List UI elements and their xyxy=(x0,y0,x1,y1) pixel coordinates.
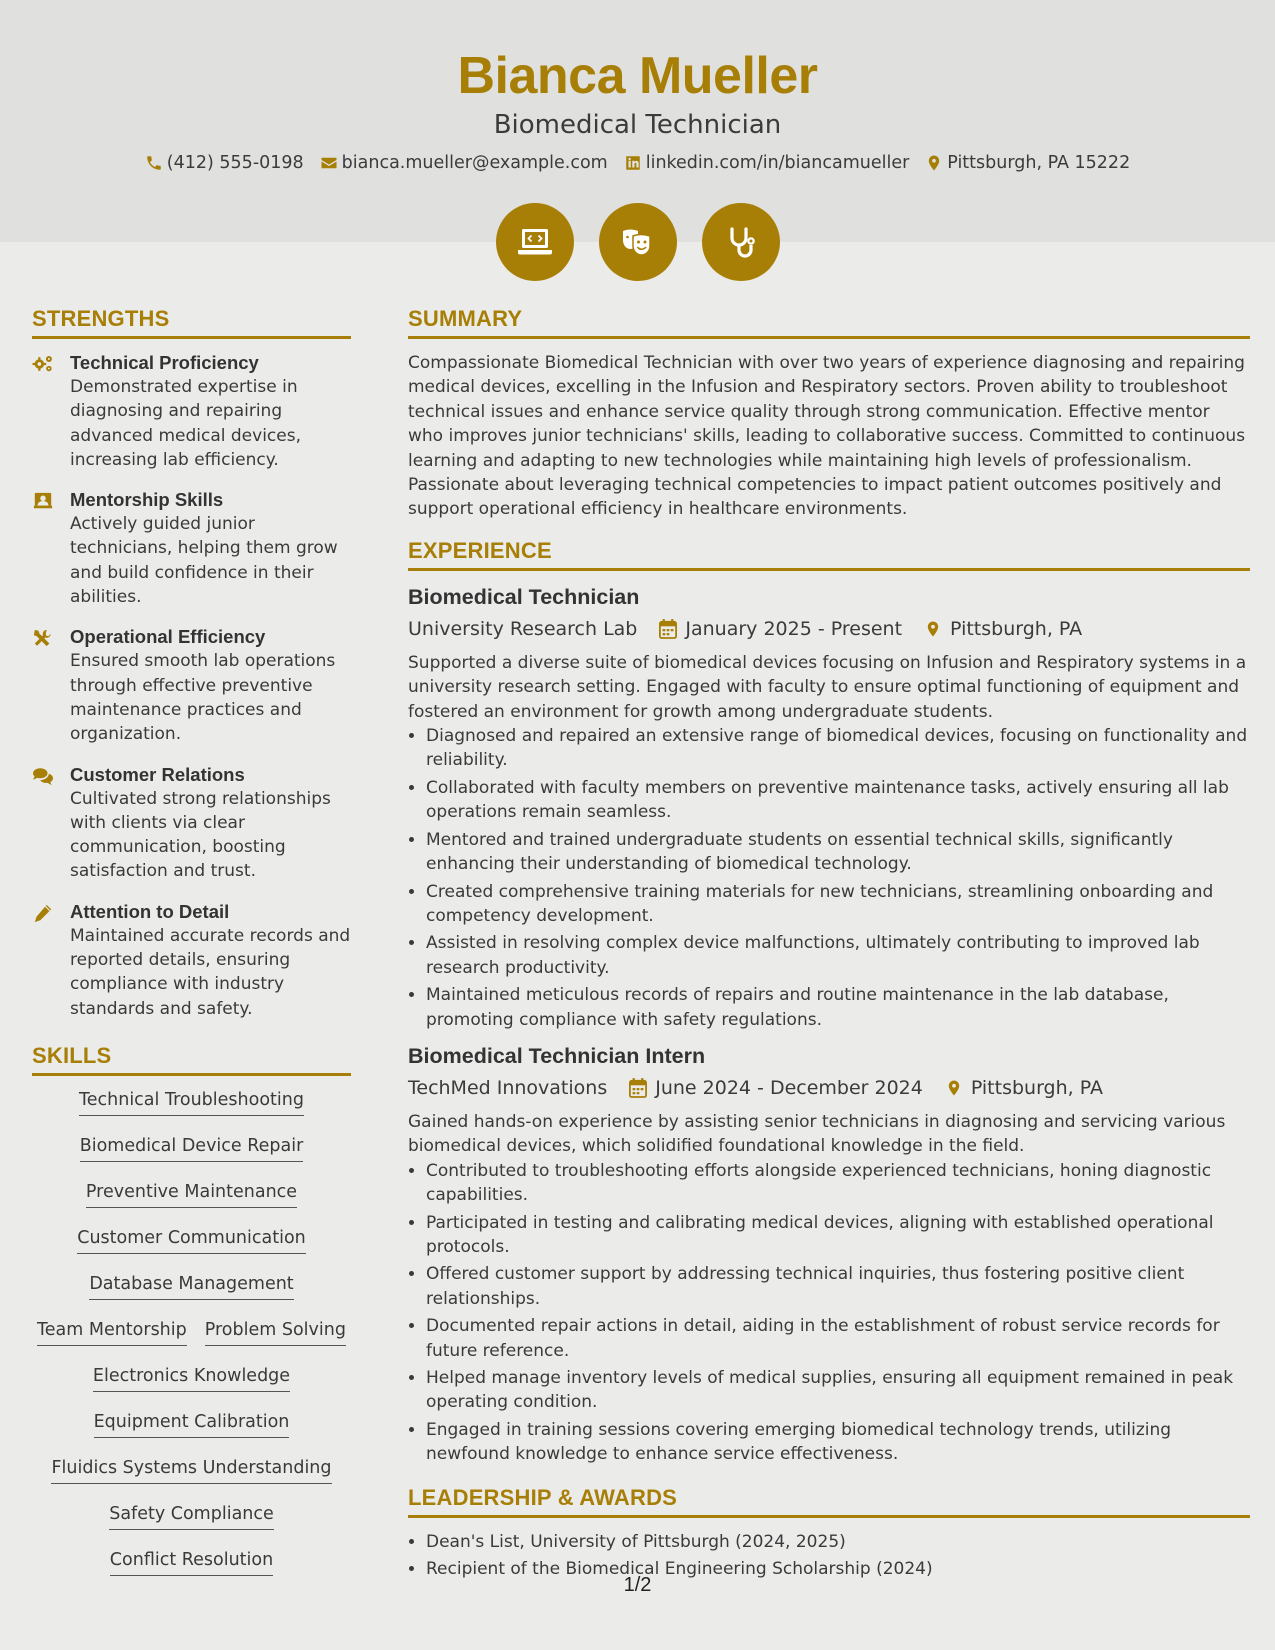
strength-desc: Ensured smooth lab operations through effective preventive maintenance practices and organization. xyxy=(70,651,336,745)
summary-heading: SUMMARY xyxy=(408,306,1250,339)
pencil-icon xyxy=(32,903,54,923)
job-meta xyxy=(408,615,1250,643)
skill-item: Customer Communication xyxy=(77,1226,306,1254)
job-entry xyxy=(408,1042,1250,1467)
stethoscope-badge xyxy=(702,203,780,281)
gears-icon xyxy=(32,354,54,374)
calendar-icon xyxy=(659,619,677,639)
list-item: • Assisted in resolving complex device malfunctions, ultimately contributing to improved lab research productivity. xyxy=(426,931,1250,980)
skill-item: Team Mentorship xyxy=(37,1318,187,1346)
strength-desc: Demonstrated expertise in diagnosing and repairing advanced medical devices, increasing lab efficiency. xyxy=(70,377,301,470)
strength-desc: Cultivated strong relationships with clients via clear communication, boosting satisfaction and trust. xyxy=(70,788,331,882)
skill-item: Technical Troubleshooting xyxy=(79,1088,304,1116)
skill-item: Database Management xyxy=(89,1272,293,1300)
list-item: • Offered customer support by addressing technical inquiries, thus fostering positive client relationships. xyxy=(426,1262,1250,1311)
tools-icon xyxy=(32,628,54,648)
list-item: • Maintained meticulous records of repairs and routine maintenance in the lab database, promoting compliance with safety regulations. xyxy=(426,983,1250,1032)
list-item: • Diagnosed and repaired an extensive range of biomedical devices, focusing on functionality and reliability. xyxy=(426,724,1250,773)
badge-row xyxy=(0,203,1275,281)
map-pin-icon xyxy=(924,619,942,639)
laptop-code-icon xyxy=(515,222,555,262)
job-dates: January 2025 - Present xyxy=(685,617,903,640)
skills-list xyxy=(32,1088,351,1576)
contact-email[interactable] xyxy=(320,153,608,173)
skills-heading: SKILLS xyxy=(32,1043,351,1076)
job-desc: Supported a diverse suite of biomedical devices focusing on Infusion and Respiratory systems in a university research setting. Engaged with faculty to ensure optimal functioning of equipment and fostered an environment for growth among undergraduate students. xyxy=(408,652,1247,722)
skill-item: Safety Compliance xyxy=(109,1502,274,1530)
strength-desc: Maintained accurate records and reported details, ensuring compliance with industry standards and safety. xyxy=(70,925,351,1019)
right-column xyxy=(408,306,1250,1584)
job-company: TechMed Innovations xyxy=(408,1076,608,1099)
list-item: • Contributed to troubleshooting efforts alongside experienced technicians, honing diagnostic capabilities. xyxy=(426,1159,1250,1208)
laptop-code-badge xyxy=(496,203,574,281)
list-item: • Collaborated with faculty members on preventive maintenance tasks, actively ensuring all lab operations remain seamless. xyxy=(426,776,1250,825)
email-text: bianca.mueller@example.com xyxy=(341,153,608,173)
job-desc: Gained hands-on experience by assisting senior technicians in diagnosing and servicing various biomedical devices, which solidified foundational knowledge in the field. xyxy=(408,1111,1226,1157)
linkedin-text: linkedin.com/in/biancamueller xyxy=(645,153,910,173)
strength-item xyxy=(32,351,351,472)
contact-row xyxy=(0,153,1275,173)
candidate-name: Bianca Mueller xyxy=(457,47,818,105)
teacher-icon xyxy=(32,491,54,511)
job-entry xyxy=(408,583,1250,1032)
skill-item: Preventive Maintenance xyxy=(86,1180,297,1208)
job-dates: June 2024 - December 2024 xyxy=(655,1076,923,1099)
contact-linkedin[interactable] xyxy=(624,153,910,173)
phone-icon xyxy=(145,154,163,172)
strength-item xyxy=(32,625,351,746)
strength-title: Customer Relations xyxy=(70,763,245,785)
strength-item xyxy=(32,488,351,609)
list-item: • Helped manage inventory levels of medical supplies, ensuring all equipment remained in peak operating condition. xyxy=(426,1366,1250,1415)
calendar-icon xyxy=(629,1078,647,1098)
skill-item: Fluidics Systems Understanding xyxy=(51,1456,331,1484)
linkedin-icon xyxy=(624,154,642,172)
comments-icon xyxy=(32,766,54,786)
strength-item xyxy=(32,900,351,1021)
job-location: Pittsburgh, PA xyxy=(950,617,1083,640)
map-pin-icon xyxy=(925,154,943,172)
job-bullets xyxy=(408,724,1250,1032)
job-meta xyxy=(408,1074,1250,1102)
strength-title: Operational Efficiency xyxy=(70,626,266,648)
job-title: Biomedical Technician xyxy=(408,584,640,609)
leadership-heading: LEADERSHIP & AWARDS xyxy=(408,1485,1250,1518)
map-pin-icon xyxy=(945,1078,963,1098)
contact-location xyxy=(925,153,1130,173)
phone-text: (412) 555-0198 xyxy=(166,153,304,173)
job-company: University Research Lab xyxy=(408,617,638,640)
skill-item: Equipment Calibration xyxy=(94,1410,290,1438)
candidate-role: Biomedical Technician xyxy=(493,110,782,140)
skill-item: Biomedical Device Repair xyxy=(80,1134,304,1162)
page-number: 1/2 xyxy=(623,1574,652,1596)
theater-masks-badge xyxy=(599,203,677,281)
list-item: • Mentored and trained undergraduate students on essential technical skills, significantly enhancing their understanding of biomedical technology. xyxy=(426,828,1250,877)
strength-title: Technical Proficiency xyxy=(70,352,259,373)
strength-title: Attention to Detail xyxy=(70,900,230,922)
strength-desc: Actively guided junior technicians, helping them grow and build confidence in their abilities. xyxy=(70,514,338,608)
strength-title: Mentorship Skills xyxy=(70,489,224,511)
list-item: • Documented repair actions in detail, aiding in the establishment of robust service records for future reference. xyxy=(426,1314,1250,1363)
strengths-heading: STRENGTHS xyxy=(32,306,351,339)
left-column xyxy=(32,306,351,1576)
skill-item: Electronics Knowledge xyxy=(93,1364,290,1392)
strength-item xyxy=(32,763,351,884)
experience-heading: EXPERIENCE xyxy=(408,538,1250,571)
job-bullets xyxy=(408,1159,1250,1467)
stethoscope-icon xyxy=(721,222,761,262)
skill-item: Conflict Resolution xyxy=(110,1548,273,1576)
list-item: • Engaged in training sessions covering emerging biomedical technology trends, utilizing newfound knowledge to enhance service effectiveness. xyxy=(426,1418,1250,1467)
summary-text: Compassionate Biomedical Technician with over two years of experience diagnosing and repairing medical devices, excelling in the Infusion and Respiratory sectors. Proven ability to troubleshoot technical issues and enhance service quality through strong communication. Effective mentor who improves junior technicians' skills, leading to collaborative success. Committed to continuous learning and adapting to new technologies while maintaining high levels of professionalism. Passionate about leveraging technical competencies to impact patient outcomes positively and support operational efficiency in healthcare environments. xyxy=(408,353,1246,520)
location-text: Pittsburgh, PA 15222 xyxy=(947,153,1131,173)
job-title: Biomedical Technician Intern xyxy=(408,1043,706,1068)
job-location: Pittsburgh, PA xyxy=(970,1076,1103,1099)
list-item: • Created comprehensive training materials for new technicians, streamlining onboarding and competency development. xyxy=(426,880,1250,929)
list-item: • Recipient of the Biomedical Engineering Scholarship (2024) xyxy=(426,1557,1250,1581)
skill-item: Problem Solving xyxy=(205,1318,346,1346)
theater-masks-icon xyxy=(618,222,658,262)
contact-phone[interactable] xyxy=(145,153,304,173)
list-item: • Dean's List, University of Pittsburgh (2024, 2025) xyxy=(426,1530,1250,1554)
envelope-icon xyxy=(320,154,338,172)
list-item: • Participated in testing and calibrating medical devices, aligning with established operational protocols. xyxy=(426,1211,1250,1260)
